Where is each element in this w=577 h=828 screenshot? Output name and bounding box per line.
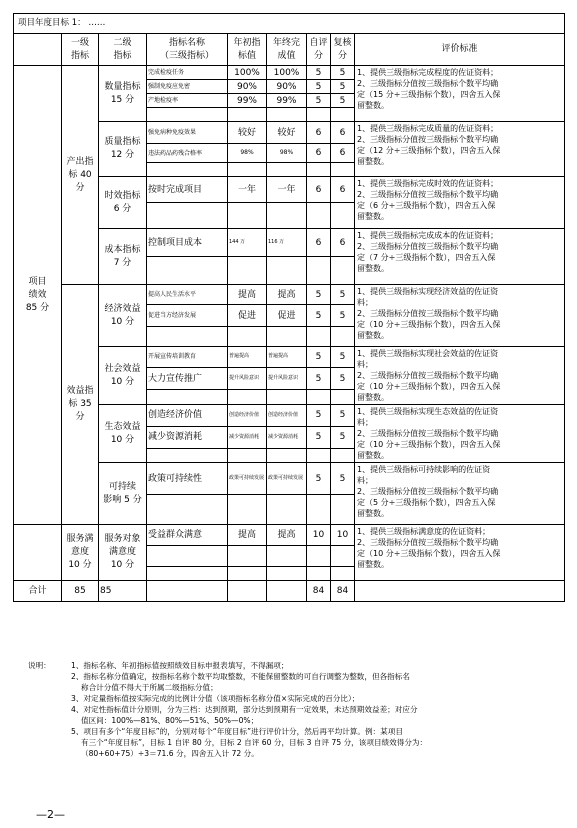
initial-value: 提升风险意识 (228, 367, 267, 390)
empty-cell (331, 546, 355, 567)
empty-cell (147, 581, 228, 602)
self-score: 5 (307, 66, 331, 80)
initial-value: 政策可持续发展 (228, 463, 267, 495)
self-score: 6 (307, 122, 331, 144)
self-score: 5 (307, 426, 331, 448)
note-line: 3、对定量指标值按实际完成的比例计分值（该项指标名称分值×实际完成的百分比）； (71, 694, 360, 703)
final-value: 政策可持续发展 (267, 463, 307, 495)
criteria-text: 1、提供三级指标完成成本的佐证资料； 2、三级指标分值按三级指标个数平均确 定（7 分÷三级指标个数），四舍五入保 留整数。 (355, 229, 565, 285)
self-score: 5 (307, 305, 331, 327)
project-performance-label: 项目 绩效 85 分 (14, 66, 62, 525)
empty-cell (228, 567, 267, 581)
empty-cell (331, 257, 355, 285)
review-score: 5 (331, 426, 355, 448)
empty-cell (331, 108, 355, 122)
empty-cell (307, 495, 331, 525)
self-score: 5 (307, 367, 331, 390)
indicator-name: 提高人民生活水平 (147, 285, 228, 305)
self-score: 6 (307, 144, 331, 163)
indicator-name: 控制项目成本 (147, 229, 228, 257)
header-c7: 复核 分 (331, 34, 355, 66)
blank-cell (14, 525, 62, 581)
total-label: 合计 (14, 581, 62, 602)
empty-cell (307, 203, 331, 229)
secondary-indicator: 成本指标 7 分 (99, 229, 147, 285)
empty-cell (228, 108, 267, 122)
initial-value: 提高 (228, 285, 267, 305)
header-blank (14, 34, 62, 66)
header-c1: 一级 指标 (62, 34, 99, 66)
empty-cell (147, 203, 228, 229)
empty-cell (147, 390, 228, 405)
secondary-indicator: 时效指标 6 分 (99, 177, 147, 229)
initial-value: 促进 (228, 305, 267, 327)
review-score: 5 (331, 80, 355, 94)
empty-cell (228, 448, 267, 463)
self-score: 5 (307, 463, 331, 495)
initial-value: 减少资源消耗 (228, 426, 267, 448)
review-score: 5 (331, 94, 355, 108)
review-score: 5 (331, 66, 355, 80)
review-score: 10 (331, 525, 355, 546)
empty-cell (228, 163, 267, 177)
empty-cell (267, 495, 307, 525)
self-score: 10 (307, 525, 331, 546)
criteria-text: 1、提供三级指标完成时效的佐证资料； 2、三级指标分值按三级指标个数平均确 定（6 分÷三级指标个数），四舍五入保 留整数。 (355, 177, 565, 229)
empty-cell (228, 203, 267, 229)
final-value: 98% (267, 144, 307, 163)
self-score: 5 (307, 80, 331, 94)
empty-cell (307, 257, 331, 285)
header-c4: 年初指 标值 (228, 34, 267, 66)
criteria-text: 1、提供三级指标实现经济效益的佐证资 料； 2、三级指标分值按三级指标个数平均确 定（10 分÷三级指标个数），四舍五入保 留整数。 (355, 285, 565, 347)
header-c5: 年终完 成值 (267, 34, 307, 66)
initial-value: 99% (228, 94, 267, 108)
empty-cell (307, 163, 331, 177)
empty-cell (147, 108, 228, 122)
header-c3: 指标名称 （三级指标） (147, 34, 228, 66)
empty-cell (355, 581, 565, 602)
empty-cell (228, 390, 267, 405)
empty-cell (147, 327, 228, 347)
final-value: 116 万 (267, 229, 307, 257)
empty-cell (267, 108, 307, 122)
empty-cell (307, 448, 331, 463)
secondary-indicator: 服务对象 满意度 10 分 (99, 525, 147, 581)
indicator-name: 开展宣传培训教育 (147, 347, 228, 368)
empty-cell (267, 581, 307, 602)
empty-cell (147, 546, 228, 567)
empty-cell (331, 327, 355, 347)
empty-cell (307, 108, 331, 122)
performance-evaluation-table (13, 13, 565, 602)
review-score: 5 (331, 285, 355, 305)
review-score: 5 (331, 405, 355, 427)
criteria-text: 1、提供三级指标完成程度的佐证资料； 2、三级指标分值按三级指标个数平均确 定（15 分÷三级指标个数），四舍五入保 留整数。 (355, 66, 565, 122)
table-row (14, 34, 565, 66)
effect-indicator-label: 效益指 标 35 分 (62, 285, 99, 525)
empty-cell (331, 448, 355, 463)
empty-cell (147, 567, 228, 581)
review-score: 5 (331, 367, 355, 390)
empty-cell (228, 495, 267, 525)
review-score: 6 (331, 177, 355, 203)
initial-value: 普遍提高 (228, 347, 267, 368)
satisfaction-label: 服务满 意度 10 分 (62, 525, 99, 581)
table-row (14, 581, 565, 602)
empty-cell (331, 390, 355, 405)
page-number: —2— (36, 808, 65, 821)
empty-cell (331, 203, 355, 229)
indicator-name: 政策可持续性 (147, 463, 228, 495)
indicator-name: 促进当方经济发展 (147, 305, 228, 327)
note-line: （80+60+75）÷3＝71.6 分，四舍五入计 72 分。 (81, 749, 259, 758)
indicator-name: 强制免疫应免密 (147, 80, 228, 94)
table-title: 项目年度目标 1： …… (14, 14, 565, 34)
empty-cell (147, 448, 228, 463)
total-self-score: 84 (307, 581, 331, 602)
empty-cell (331, 567, 355, 581)
review-score: 5 (331, 347, 355, 368)
initial-value: 较好 (228, 122, 267, 144)
empty-cell (307, 327, 331, 347)
empty-cell (267, 567, 307, 581)
table-row (14, 66, 565, 80)
empty-cell (228, 257, 267, 285)
empty-cell (331, 495, 355, 525)
table-row (14, 285, 565, 305)
empty-cell (267, 546, 307, 567)
empty-cell (147, 495, 228, 525)
review-score: 5 (331, 305, 355, 327)
empty-cell (307, 546, 331, 567)
final-value: 一年 (267, 177, 307, 203)
empty-cell (331, 163, 355, 177)
note-line: 值区间：100%—81%、80%—51%、50%—0%； (81, 716, 259, 725)
empty-cell (267, 257, 307, 285)
indicator-name: 减少资源消耗 (147, 426, 228, 448)
empty-cell (267, 390, 307, 405)
criteria-text: 1、提供三级指标完成质量的佐证资料； 2、三级指标分值按三级指标个数平均确 定（12 分÷三级指标个数），四舍五入保 留整数。 (355, 122, 565, 177)
final-value: 提高 (267, 285, 307, 305)
initial-value: 144 万 (228, 229, 267, 257)
initial-value: 提高 (228, 525, 267, 546)
initial-value: 一年 (228, 177, 267, 203)
indicator-name: 大力宣传推广 (147, 367, 228, 390)
final-value: 提高 (267, 525, 307, 546)
empty-cell (307, 390, 331, 405)
note-line: 5、项目有多个“年度目标”的，分别对每个“年度目标”进行评价计分，然后再平均计算。例：某项目 (71, 727, 403, 736)
final-value: 提升风险意识 (267, 367, 307, 390)
header-c2: 二级 指标 (99, 34, 147, 66)
total-level2: 85 (99, 581, 147, 602)
criteria-text: 1、提供三级指标实现生态效益的佐证资 料； 2、三级指标分值按三级指标个数平均确 定（10 分÷三级指标个数），四舍五入保 留整数。 (355, 405, 565, 463)
final-value: 促进 (267, 305, 307, 327)
empty-cell (267, 448, 307, 463)
final-value: 减少资源消耗 (267, 426, 307, 448)
header-c6: 自评 分 (307, 34, 331, 66)
indicator-name: 强免病种免疫效果 (147, 122, 228, 144)
final-value: 90% (267, 80, 307, 94)
indicator-name: 违法药品药残合格率 (147, 144, 228, 163)
initial-value: 创造经济价值 (228, 405, 267, 427)
secondary-indicator: 可持续 影响 5 分 (99, 463, 147, 525)
empty-cell (228, 546, 267, 567)
self-score: 6 (307, 229, 331, 257)
self-score: 5 (307, 285, 331, 305)
review-score: 6 (331, 122, 355, 144)
review-score: 6 (331, 144, 355, 163)
final-value: 较好 (267, 122, 307, 144)
final-value: 99% (267, 94, 307, 108)
table-row (14, 525, 565, 546)
review-score: 5 (331, 463, 355, 495)
note-line: 1、指标名称、年初指标值按照绩效目标申报表填写，不得漏项； (71, 661, 289, 670)
table-row (14, 14, 565, 34)
indicator-name: 受益群众满意 (147, 525, 228, 546)
empty-cell (307, 567, 331, 581)
criteria-text: 1、提供三级指标可持续影响的佐证资 料； 2、三级指标分值按三级指标个数平均确 定（5 分÷三级指标个数），四舍五入保 留整数。 (355, 463, 565, 525)
review-score: 6 (331, 229, 355, 257)
initial-value: 98% (228, 144, 267, 163)
notes-section (28, 660, 564, 759)
secondary-indicator: 质量指标 12 分 (99, 122, 147, 177)
final-value: 普遍提高 (267, 347, 307, 368)
self-score: 6 (307, 177, 331, 203)
empty-cell (267, 327, 307, 347)
empty-cell (228, 327, 267, 347)
self-score: 5 (307, 94, 331, 108)
empty-cell (267, 163, 307, 177)
final-value: 100% (267, 66, 307, 80)
self-score: 5 (307, 347, 331, 368)
indicator-name: 完成检疫任务 (147, 66, 228, 80)
initial-value: 100% (228, 66, 267, 80)
indicator-name: 创造经济价值 (147, 405, 228, 427)
secondary-indicator: 数量指标 15 分 (99, 66, 147, 122)
self-score: 5 (307, 405, 331, 427)
total-review-score: 84 (331, 581, 355, 602)
secondary-indicator: 社会效益 10 分 (99, 347, 147, 405)
indicator-name: 产地检疫率 (147, 94, 228, 108)
secondary-indicator: 生态效益 10 分 (99, 405, 147, 463)
empty-cell (147, 257, 228, 285)
empty-cell (228, 581, 267, 602)
note-line: 4、对定性指标值计分原则，分为三档：达到预期，部分达到预期有一定效果，未达预期效益差；对应分 (71, 705, 418, 714)
empty-cell (267, 203, 307, 229)
indicator-name: 按时完成项目 (147, 177, 228, 203)
notes-label: 说明： (28, 661, 51, 670)
note-line: 称合计分值不得大于所属二级指标分值； (81, 683, 218, 692)
output-indicator-label: 产出指 标 40 分 (62, 66, 99, 285)
initial-value: 90% (228, 80, 267, 94)
total-level1: 85 (62, 581, 99, 602)
header-criteria: 评价标准 (355, 34, 565, 66)
note-line: 有三个“年度目标”，目标 1 自评 80 分，目标 2 自评 60 分，目标 3 自评 75 分，该项目绩效得分为： (81, 738, 428, 747)
secondary-indicator: 经济效益 10 分 (99, 285, 147, 347)
note-line: 2、指标名称分值确定，按指标名称个数平均取整数，不能保留整数的可自行调整为整数，但各指标名 (71, 672, 410, 681)
criteria-text: 1、提供三级指标满意度的佐证资料； 2、三级指标分值按三级指标个数平均确 定（10 分÷三级指标个数），四舍五入保 留整数。 (355, 525, 565, 581)
empty-cell (147, 163, 228, 177)
final-value: 创造经济价值 (267, 405, 307, 427)
criteria-text: 1、提供三级指标实现社会效益的佐证资 料； 2、三级指标分值按三级指标个数平均确 定（10 分÷三级指标个数），四舍五入保 留整数。 (355, 347, 565, 405)
